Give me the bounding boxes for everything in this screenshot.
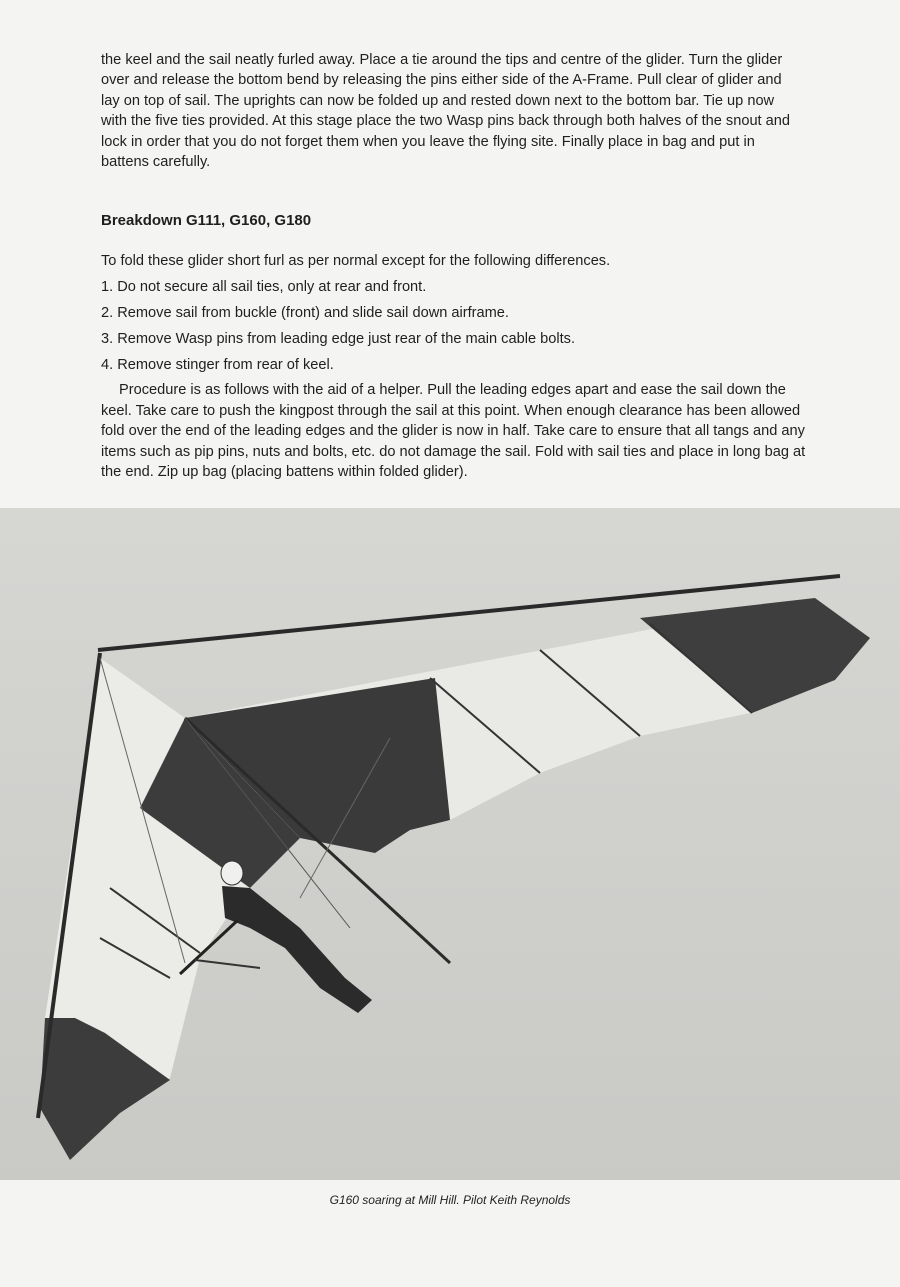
section-heading: Breakdown G111, G160, G180 (101, 212, 312, 229)
photo-caption: G160 soaring at Mill Hill. Pilot Keith Reynolds (329, 1193, 571, 1207)
procedure-paragraph: Procedure is as follows with the aid of a helper. Pull the leading edges apart and ease the sail down the keel. Take care to push the kingpost through the sail at this point. When enough clearance has been allowed fold over the end of the leading edges and the glider is now in half. Take care to ensure that all tangs and any items such as pip pins, nuts and bolts, etc. do not damage the sail. Fold with sail ties and place in long bag at the end. Zip up bag (placing battens within folded glider). (101, 382, 806, 481)
step-item: 2. Remove sail from buckle (front) and slide sail down airframe. (101, 305, 509, 322)
intro-paragraph (101, 50, 801, 172)
glider-photo (0, 508, 900, 1180)
step-item: 3. Remove Wasp pins from leading edge just rear of the main cable bolts. (101, 331, 575, 348)
breakdown-section (101, 251, 811, 482)
hang-glider-illustration (0, 508, 900, 1180)
step-item: 1. Do not secure all sail ties, only at rear and front. (101, 279, 427, 296)
intro-text: the keel and the sail neatly furled away. Place a tie around the tips and centre of the glider. Turn the glider over and release the bottom bend by releasing the pins either side of the A-Frame. Pull clear of glider and lay on top of sail. The uprights can now be folded up and rested down next to the bottom bar. Tie up now with the five ties provided. At this stage place the two Wasp pins back through both halves of the snout and lock in order that you do not forget them when you leave the flying site. Finally place in bag and put in battens carefully. (101, 52, 791, 171)
step-item: 4. Remove stinger from rear of keel. (101, 357, 334, 374)
steps-list (101, 274, 811, 378)
breakdown-lead: To fold these glider short furl as per normal except for the following differences. (101, 253, 611, 269)
